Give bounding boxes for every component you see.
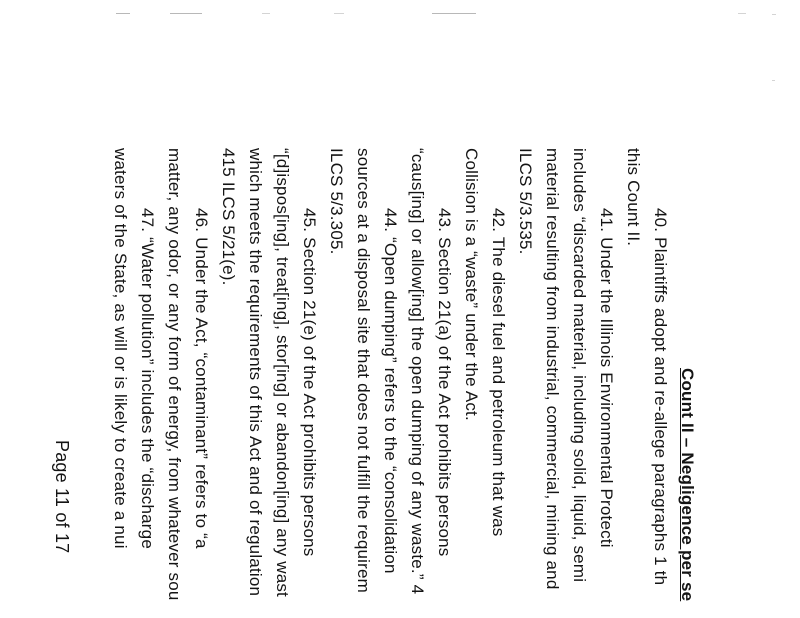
body-line-2: this Count II. — [624, 148, 643, 247]
body-line-4: includes “discarded material, including solid, liquid, semi — [570, 148, 589, 583]
body-line-21: waters of the State, as will or is likely to create a nui — [111, 148, 130, 549]
body-line-8: Collision is a “waste” under the Act. — [462, 148, 481, 421]
body-line-16: which meets the requirements of this Act and of regulation — [246, 148, 265, 597]
body-line-19: matter, any odor, or any form of energy, from whatever sou — [165, 148, 184, 601]
rotated-page-content — [52, 0, 800, 618]
body-line-13: ILCS 5/3.305. — [327, 148, 346, 255]
body-line-12: sources at a disposal site that does not fulfill the requirem — [354, 148, 373, 593]
body-line-20: 47. “Water pollution” includes the “discharge — [138, 208, 157, 549]
body-line-14: 45. Section 21(e) of the Act prohibits persons — [300, 208, 319, 557]
scan-artifact — [116, 13, 130, 14]
body-line-9: 43. Section 21(a) of the Act prohibits persons — [435, 208, 454, 557]
body-line-18: 46. Under the Act, “contaminant” refers to “a — [192, 208, 211, 549]
body-line-11: 44. “Open dumping” refers to the “consolidation — [381, 208, 400, 574]
body-line-1: 40. Plaintiffs adopt and re-allege paragraphs 1 th — [651, 208, 670, 586]
page-number-footer: Page 11 of 17 — [52, 440, 72, 554]
body-line-6: ILCS 5/3.535. — [516, 148, 535, 255]
section-heading: Count II – Negligence per se — [678, 368, 697, 602]
body-line-10: “caus[ing] or allow[ing] the open dumping of any waste.” 4 — [408, 148, 427, 595]
body-line-5: material resulting from industrial, commercial, mining and — [543, 148, 562, 590]
body-line-3: 41. Under the Illinois Environmental Protecti — [597, 208, 616, 548]
body-line-15: “[d]ispos[ing], treat[ing], stor[ing] or abandon[ing] any wast — [273, 148, 292, 597]
body-line-17: 415 ILCS 5/21(e). — [219, 148, 238, 286]
body-line-7: 42. The diesel fuel and petroleum that was — [489, 208, 508, 537]
